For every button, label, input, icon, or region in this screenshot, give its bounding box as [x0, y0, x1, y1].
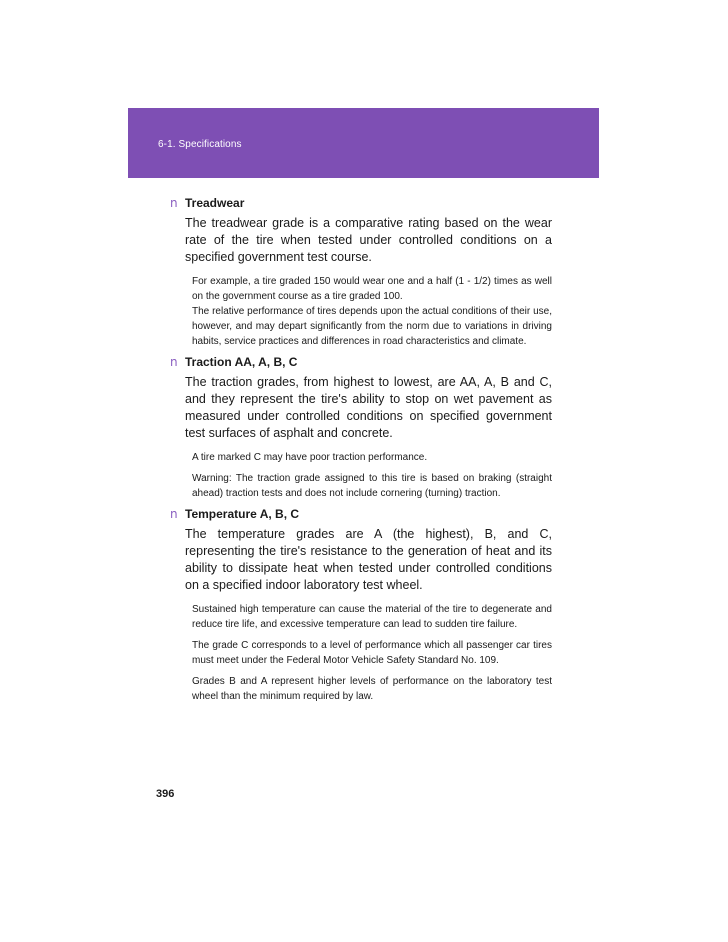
section-heading [170, 355, 552, 372]
section-body: The treadwear grade is a comparative rating based on the wear rate of the tire when tested under controlled conditions on a specified government test course. [185, 216, 552, 264]
section-note: The grade C corresponds to a level of performance which all passenger car tires must meet under the Federal Motor Vehicle Safety Standard No. 109. [192, 640, 552, 666]
section-temperature [170, 507, 552, 704]
chapter-title: 6-1. Specifications [158, 139, 242, 150]
section-treadwear [170, 196, 552, 349]
section-note: The relative performance of tires depends upon the actual conditions of their use, however, and may depart significantly from the norm due to variations in driving habits, service practices and differences in road characteristics and climate. [192, 306, 552, 347]
square-bullet-icon: n [170, 196, 178, 210]
section-note: Sustained high temperature can cause the material of the tire to degenerate and reduce tire life, and excessive temperature can lead to sudden tire failure. [192, 604, 552, 630]
square-bullet-icon: n [170, 507, 178, 521]
section-heading [170, 196, 552, 213]
section-body: The temperature grades are A (the highest), B, and C, representing the tire's resistance to the generation of heat and its ability to dissipate heat when tested under controlled conditions on a specified indoor laboratory test wheel. [185, 527, 552, 592]
page-number: 396 [156, 788, 175, 800]
section-note: Grades B and A represent higher levels of performance on the laboratory test wheel than the minimum required by law. [192, 676, 552, 702]
section-note: A tire marked C may have poor traction performance. [192, 452, 428, 463]
section-traction [170, 355, 552, 501]
square-bullet-icon: n [170, 355, 178, 369]
section-title: Treadwear [185, 196, 245, 210]
section-title: Temperature A, B, C [185, 507, 300, 521]
page-content [170, 196, 552, 704]
section-heading [170, 507, 552, 524]
chapter-header-band [128, 108, 599, 178]
section-note: For example, a tire graded 150 would wear one and a half (1 - 1/2) times as well on the government course as a tire graded 100. [192, 276, 552, 302]
section-title: Traction AA, A, B, C [185, 355, 298, 369]
section-note: Warning: The traction grade assigned to this tire is based on braking (straight ahead) traction tests and does not include cornering (turning) traction. [192, 473, 552, 499]
section-body: The traction grades, from highest to lowest, are AA, A, B and C, and they represent the tire's ability to stop on wet pavement as measured under controlled conditions on specified government test surfaces of asphalt and concrete. [185, 375, 552, 440]
